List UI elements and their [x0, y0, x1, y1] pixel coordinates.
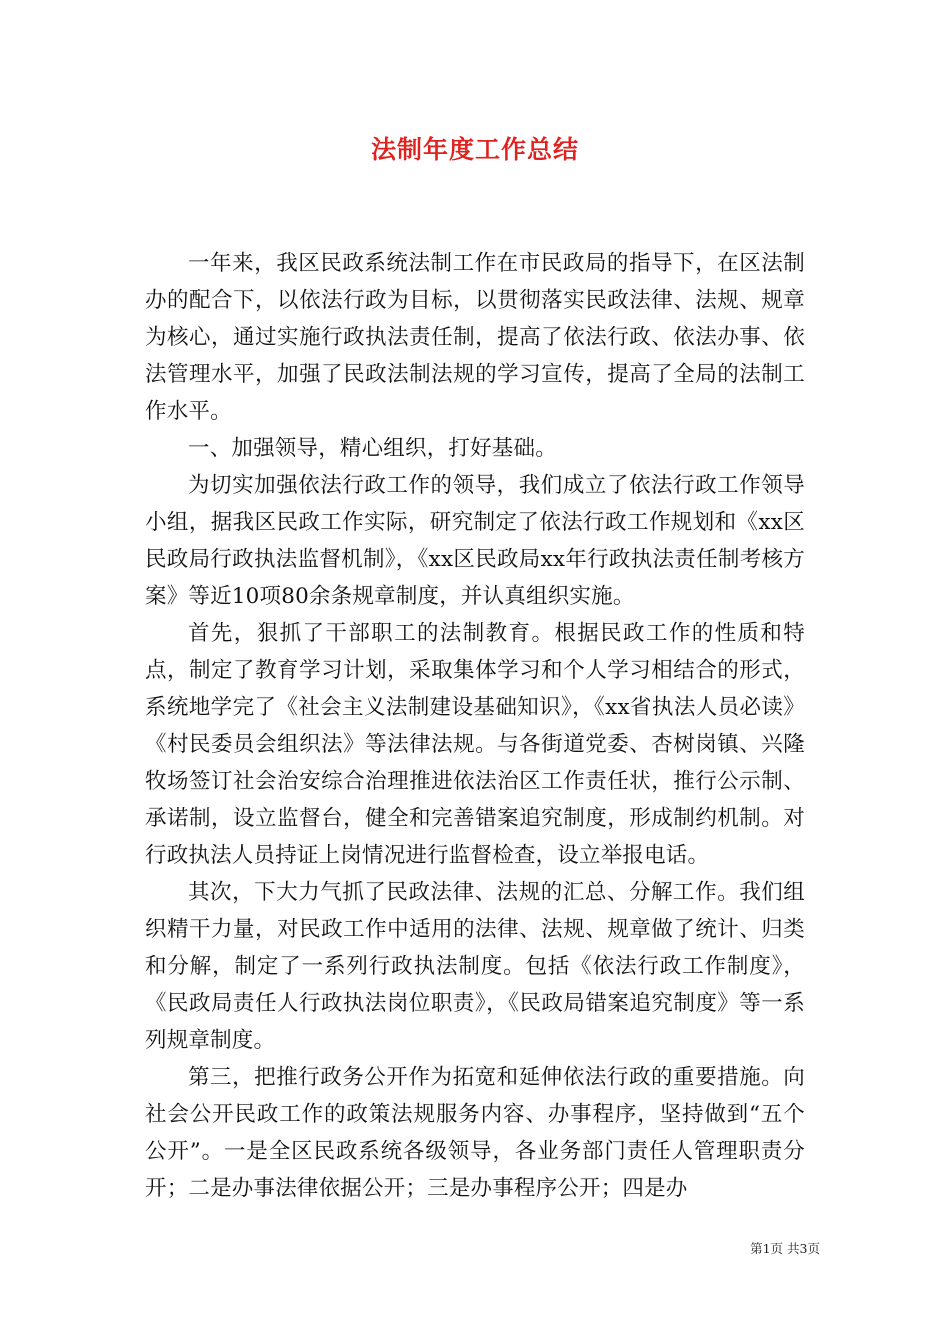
document-body	[145, 245, 805, 1207]
paragraph-third: 第三，把推行政务公开作为拓宽和延伸依法行政的重要措施。向社会公开民政工作的政策法规服务内容、办事程序，坚持做到“五个公开”。一是全区民政系统各级领导，各业务部门责任人管理职责分开；二是办事法律依据公开；三是办事程序公开；四是办	[145, 1065, 805, 1201]
paragraph-leadership: 为切实加强依法行政工作的领导，我们成立了依法行政工作领导小组，据我区民政工作实际，研究制定了依法行政工作规划和《xx区民政局行政执法监督机制》，《xx区民政局xx年行政执法责任制考核方案》等近10项80余条规章制度，并认真组织实施。	[145, 473, 805, 609]
document-title: 法制年度工作总结	[370, 135, 579, 164]
paragraph-intro: 一年来，我区民政系统法制工作在市民政局的指导下，在区法制办的配合下，以依法行政为目标，以贯彻落实民政法律、法规、规章为核心，通过实施行政执法责任制，提高了依法行政、依法办事、依法管理水平，加强了民政法制法规的学习宣传，提高了全局的法制工作水平。	[145, 251, 805, 424]
paragraph-first: 首先，狠抓了干部职工的法制教育。根据民政工作的性质和特点，制定了教育学习计划，采取集体学习和个人学习相结合的形式，系统地学完了《社会主义法制建设基础知识》，《xx省执法人员必读》《村民委员会组织法》等法律法规。与各街道党委、杏树岗镇、兴隆牧场签订社会治安综合治理推进依法治区工作责任状，推行公示制、承诺制，设立监督台，健全和完善错案追究制度，形成制约机制。对行政执法人员持证上岗情况进行监督检查，设立举报电话。	[145, 621, 805, 868]
section-heading-1: 一、加强领导，精心组织，打好基础。	[188, 436, 557, 461]
paragraph-second: 其次，下大力气抓了民政法律、法规的汇总、分解工作。我们组织精干力量，对民政工作中适用的法律、法规、规章做了统计、归类和分解，制定了一系列行政执法制度。包括《依法行政工作制度》，《民政局责任人行政执法岗位职责》，《民政局错案追究制度》等一系列规章制度。	[145, 880, 805, 1053]
page-number: 第1页 共3页	[750, 1241, 820, 1256]
